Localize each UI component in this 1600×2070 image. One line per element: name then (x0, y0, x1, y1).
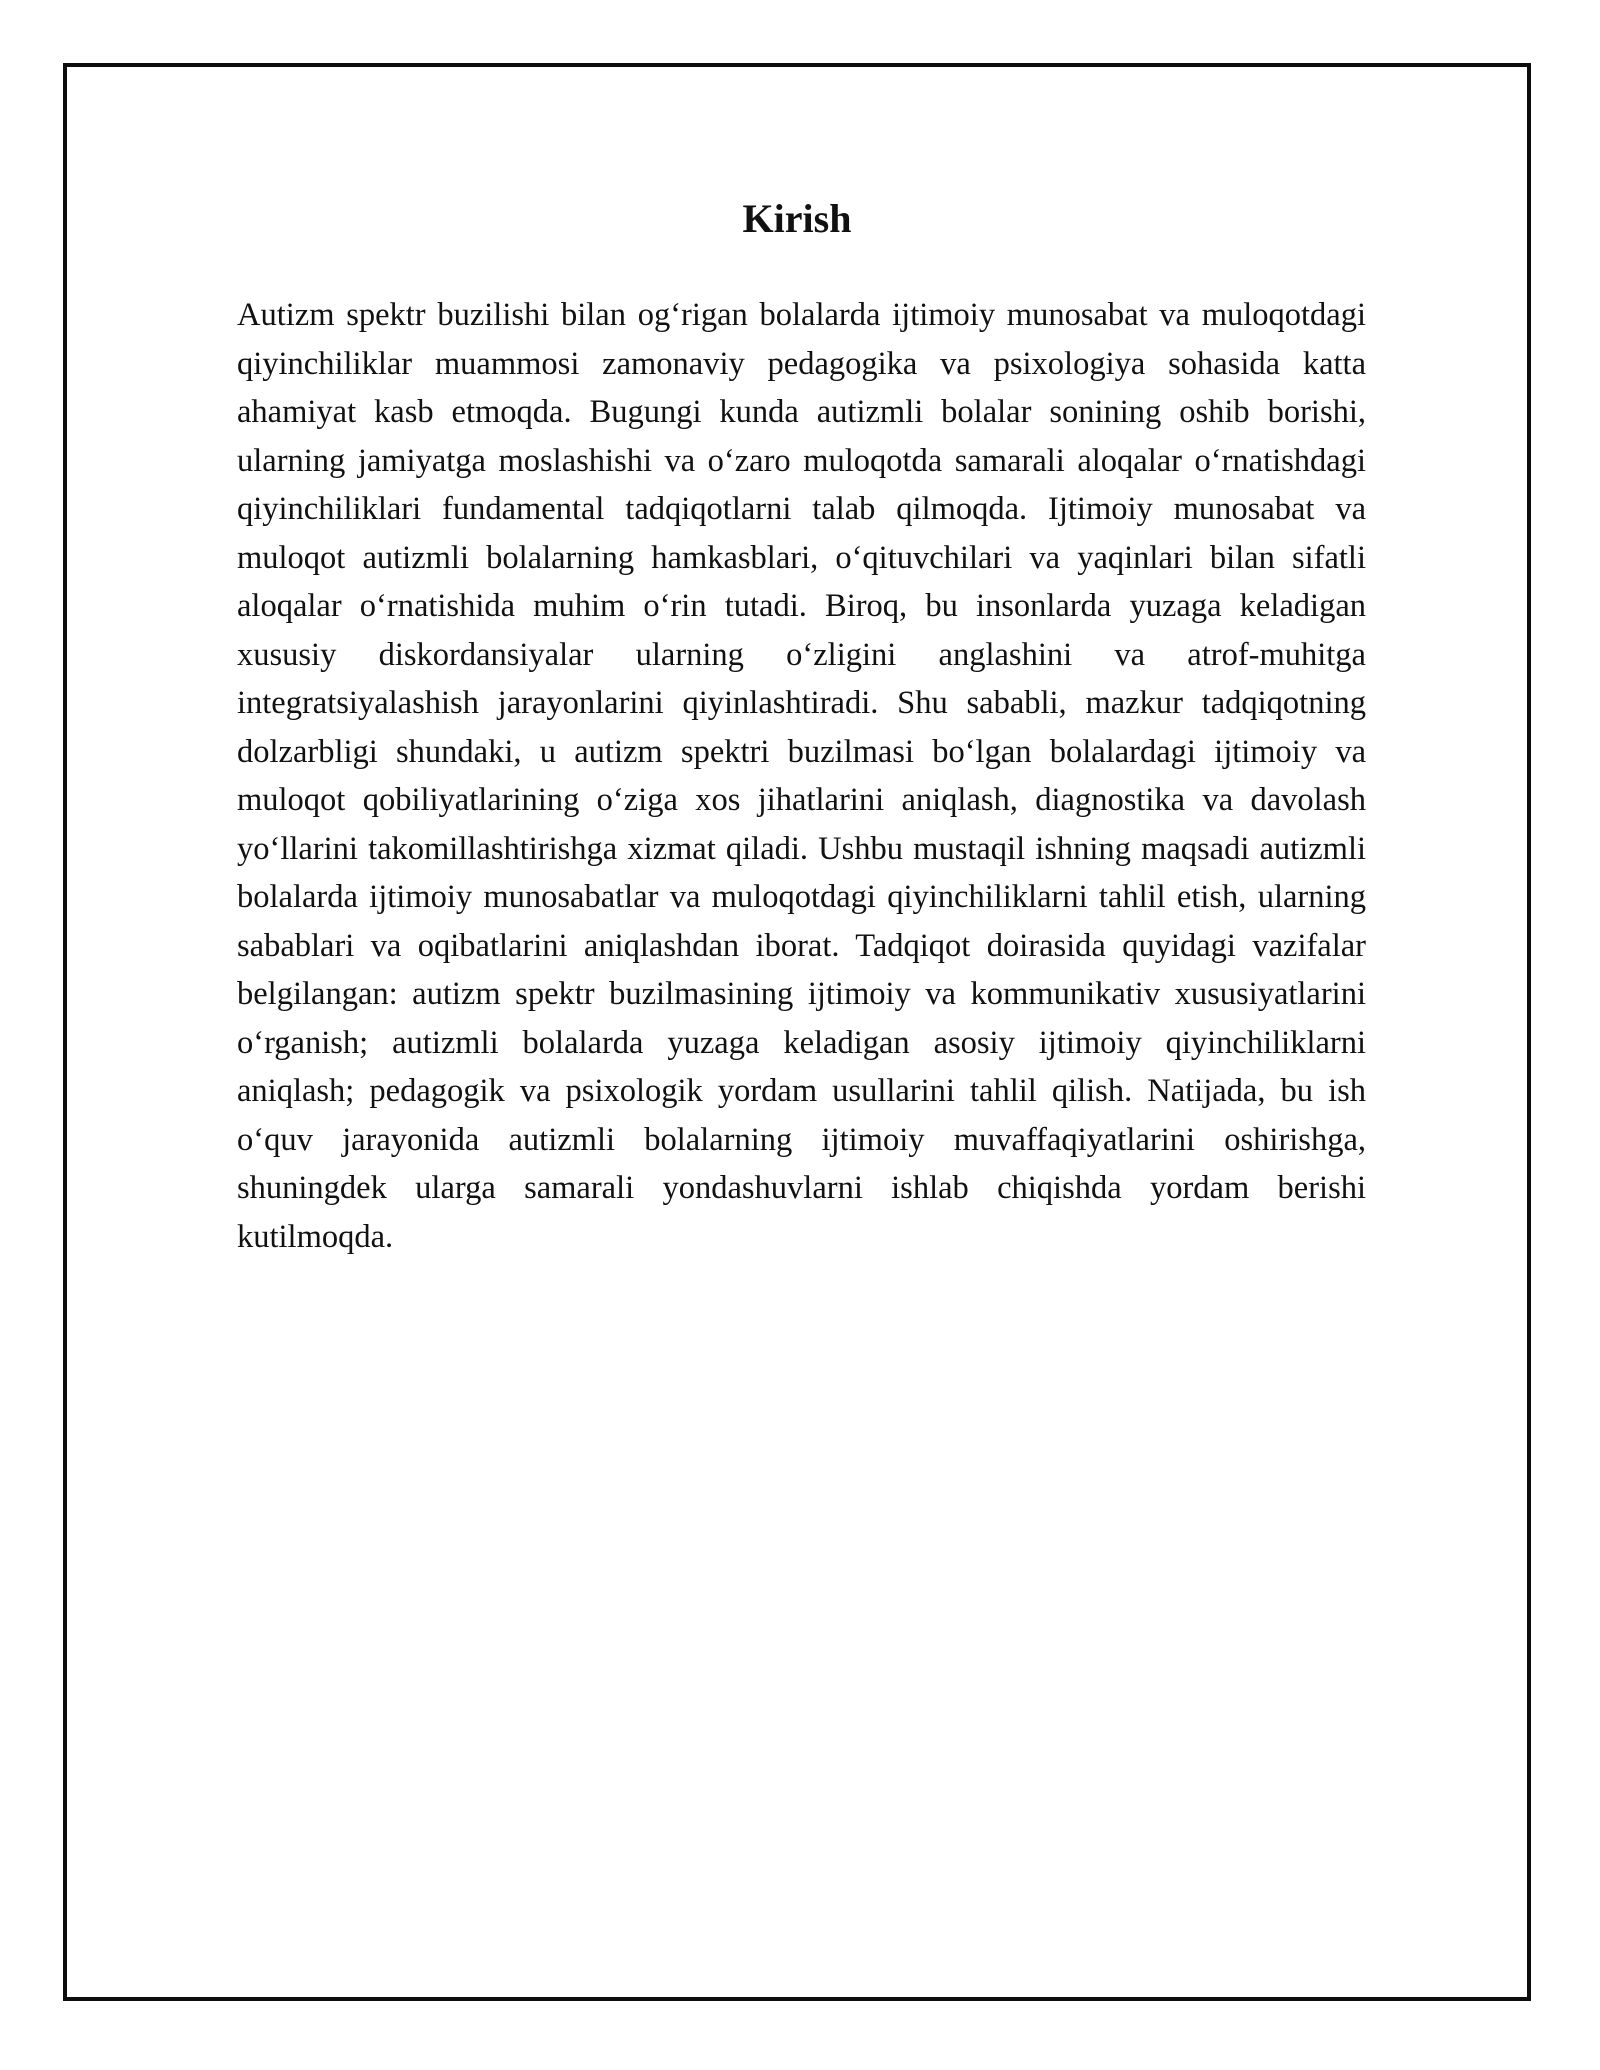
body-paragraph: Autizm spektr buzilishi bilan og‘rigan bolalarda ijtimoiy munosabat va muloqotdagi qiyinchiliklar muammosi zamonaviy pedagogika va psixologiya sohasida katta ahamiyat kasb etmoqda. Bugungi kunda autizmli bolalar sonining oshib borishi, ularning jamiyatga moslashishi va o‘zaro muloqotda samarali aloqalar o‘rnatishdagi qiyinchiliklari fundamental tadqiqotlarni talab qilmoqda. Ijtimoiy munosabat va muloqot autizmli bolalarning hamkasblari, o‘qituvchilari va yaqinlari bilan sifatli aloqalar o‘rnatishida muhim o‘rin tutadi. Biroq, bu insonlarda yuzaga keladigan xususiy diskordansiyalar ularning o‘zligini anglashini va atrof-muhitga integratsiyalashish jarayonlarini qiyinlashtiradi. Shu sababli, mazkur tadqiqotning dolzarbligi shundaki, u autizm spektri buzilmasi bo‘lgan bolalardagi ijtimoiy va muloqot qobiliyatlarining o‘ziga xos jihatlarini aniqlash, diagnostika va davolash yo‘llarini takomillashtirishga xizmat qiladi. Ushbu mustaqil ishning maqsadi autizmli bolalarda ijtimoiy munosabatlar va muloqotdagi qiyinchiliklarni tahlil etish, ularning sabablari va oqibatlarini aniqlashdan iborat. Tadqiqot doirasida quyidagi vazifalar belgilangan: autizm spektr buzilmasining ijtimoiy va kommunikativ xususiyatlarini o‘rganish; autizmli bolalarda yuzaga keladigan asosiy ijtimoiy qiyinchiliklarni aniqlash; pedagogik va psixologik yordam usullarini tahlil qilish. Natijada, bu ish o‘quv jarayonida autizmli bolalarning ijtimoiy muvaffaqiyatlarini oshirishga, shuningdek ularga samarali yondashuvlarni ishlab chiqishda yordam berishi kutilmoqda. (237, 297, 1366, 1255)
page-title: Kirish (742, 196, 852, 241)
page-border (63, 63, 1531, 2001)
